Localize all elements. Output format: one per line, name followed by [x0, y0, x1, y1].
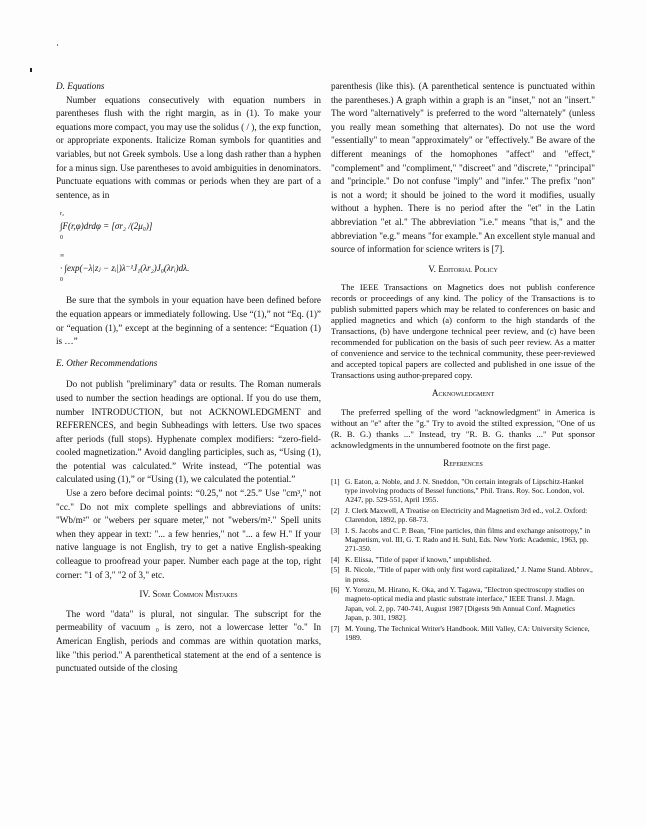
- reference-item: [2] J. Clerk Maxwell, A Treatise on Electricity and Magnetism 3rd ed., vol.2. Oxford: Clarendon, 1892, pp. 68-73.: [331, 505, 588, 525]
- integral-lower-limit: 0: [60, 277, 63, 284]
- equation-text: · ∫exp(−λ|zⱼ − zᵢ|)λ⁻¹J₁(λr₂)J₀(λrᵢ)dλ.: [60, 263, 190, 274]
- subsection-heading-equations: D. Equations: [56, 81, 105, 91]
- integral-upper-limit: r₂: [60, 211, 65, 218]
- section-heading-references: References: [443, 457, 483, 468]
- scan-speck: [30, 68, 32, 72]
- reference-item: [5] R. Nicole, "Title of paper with only first word capitalized," J. Name Stand. Abbrev., in press.: [331, 565, 593, 584]
- left-column: [56, 80, 321, 676]
- reference-item: [6] Y. Yorozu, M. Hirano, K. Oka, and Y. Tagawa, "Electron spectroscopy studies on magneto-optical media and plastic substrate interface," IEEE Transl. J. Magn. Japan, vol. 2, pp. 740-741, August 1987 [Digests 9th Annual Conf. Magnetics Japan, p. 301, 1982].: [331, 584, 585, 623]
- equation-line-2: [60, 250, 321, 286]
- section-heading-policy: V. Editorial Policy: [428, 263, 498, 274]
- reference-item: [7] M. Young, The Technical Writer's Handbook. Mill Valley, CA: University Science, 1989.: [331, 623, 590, 642]
- reference-list: [331, 477, 595, 643]
- reference-item: [4] K. Elissa, "Title of paper if known," unpublished.: [331, 554, 492, 564]
- paragraph: Do not publish "preliminary" data or results. The Roman numerals used to number the section headings are optional. If you do use them, number INTRODUCTION, but not ACKNOWLEDGMENT and REFERENCES, and begin Subheadings with letters. Use two spaces after periods (full stops). Hyphenate complex modifiers: “zero-field-cooled magnetization.” Avoid dangling participles, such as, “Using (1), the potential was calculated.” Write instead, “The potential was calculated using (1),” or “Using (1), we calculated the potential.”: [56, 379, 321, 485]
- integral-upper-limit: ∞: [60, 253, 65, 260]
- right-column: [331, 80, 595, 643]
- paragraph: The preferred spelling of the word "acknowledgment" in America is without an "e" after the "g." Try to avoid the stilted expression, "One of us (R. B. G.) thanks ..." Instead, try "R. B. G. thanks ..." Put sponsor acknowledgments in the unnumbered footnote on the first page.: [331, 406, 595, 450]
- section-heading-mistakes: IV. Some Common Mistakes: [139, 589, 238, 600]
- paragraph: The word "data" is plural, not singular. The subscript for the permeability of vacuum ₀ is zero, not a lowercase letter "o." In American English, periods and commas are within quotation marks, like "this period." A parenthetical statement at the end of a sentence is punctuated outside of the closing: [56, 608, 321, 674]
- section-heading-acknowledgment: Acknowledgment: [431, 388, 495, 399]
- paragraph: The IEEE Transactions on Magnetics does not publish conference records or proceedings of any kind. The policy of the Transactions is to publish submitted papers which may be related to conferences on basic and applied magnetics and which (a) conform to the high standards of the Transactions, (b) have undergone technical peer review, and (c) have been recommended for publication on the basis of such peer review. As a matter of convenience and service to the technical community, these peer-reviewed and accepted topical papers are collected and published in one issue of the Transactions using author-prepared copy.: [331, 282, 595, 381]
- reference-item: [1] G. Eaton, a. Noble, and J. N. Sneddon, "On certain integrals of Lipschitz-Hankel type involving products of Bessel functions," Phil. Trans. Roy. Soc. London, vol. A247, pp. 529-551, April 1955.: [331, 476, 585, 505]
- equation-text: ∫F(r,φ)drdφ = [σr₂ /(2μ₀)]: [60, 221, 153, 232]
- paragraph: parenthesis (like this). (A parenthetical sentence is punctuated within the parentheses.) A graph within a graph is an "inset," not an "insert." The word "alternatively" is preferred to the word "alternately" (unless you really mean something that alternates). Do not use the word "essentially" to mean "approximately" or "effectively." Be aware of the different meanings of the homophones "affect" and "effect," "complement" and "compliment," "discreet" and "discrete," "principal" and "principle." Do not confuse "imply" and "infer." The prefix "non" is not a word; it should be joined to the word it modifies, usually without a hyphen. There is no period after the "et" in the Latin abbreviation "et al." The abbreviation "i.e." means "that is," and the abbreviation "e.g." means "for example." An excellent style manual and source of information for science writers is [7].: [331, 81, 595, 255]
- equation-line-1: [60, 208, 321, 244]
- paragraph: Number equations consecutively with equation numbers in parentheses flush with the right margin, as in (1). To make your equations more compact, you may use the solidus ( / ), the exp function, or appropriate exponents. Italicize Roman symbols for quantities and variables, but not Greek symbols. Use a long dash rather than a hyphen for a minus sign. Use parentheses to avoid ambiguities in denominators. Punctuate equations with commas or periods when they are part of a sentence, as in: [56, 94, 321, 200]
- paragraph: Use a zero before decimal points: “0.25,” not “.25.” Use "cm³," not "cc." Do not mix complete spellings and abbreviations of units: "Wb/m²" or "webers per square meter," not "webers/m²." Spell units when they appear in text: "... a few henries," not "... a few H." If your native language is not English, try to get a native English-speaking colleague to proofread your paper. Number each page at the top, right corner: "1 of 3," "2 of 3," etc.: [56, 488, 321, 580]
- subsection-heading-other: E. Other Recommendations: [56, 357, 158, 368]
- paragraph: Be sure that the symbols in your equation have been defined before the equation appears or immediately following. Use “(1),” not “Eq. (1)” or “equation (1),” except at the beginning of a sentence: “Equation (1) is …”: [56, 295, 321, 347]
- scan-speck: [57, 44, 58, 46]
- reference-item: [3] I. S. Jacobs and C. P. Bean, "Fine particles, thin films and exchange anisotropy," in Magnetism, vol. III, G. T. Rado and H. Suhl, Eds. New York: Academic, 1963, pp. 271-350.: [331, 525, 591, 554]
- integral-lower-limit: 0: [60, 235, 63, 242]
